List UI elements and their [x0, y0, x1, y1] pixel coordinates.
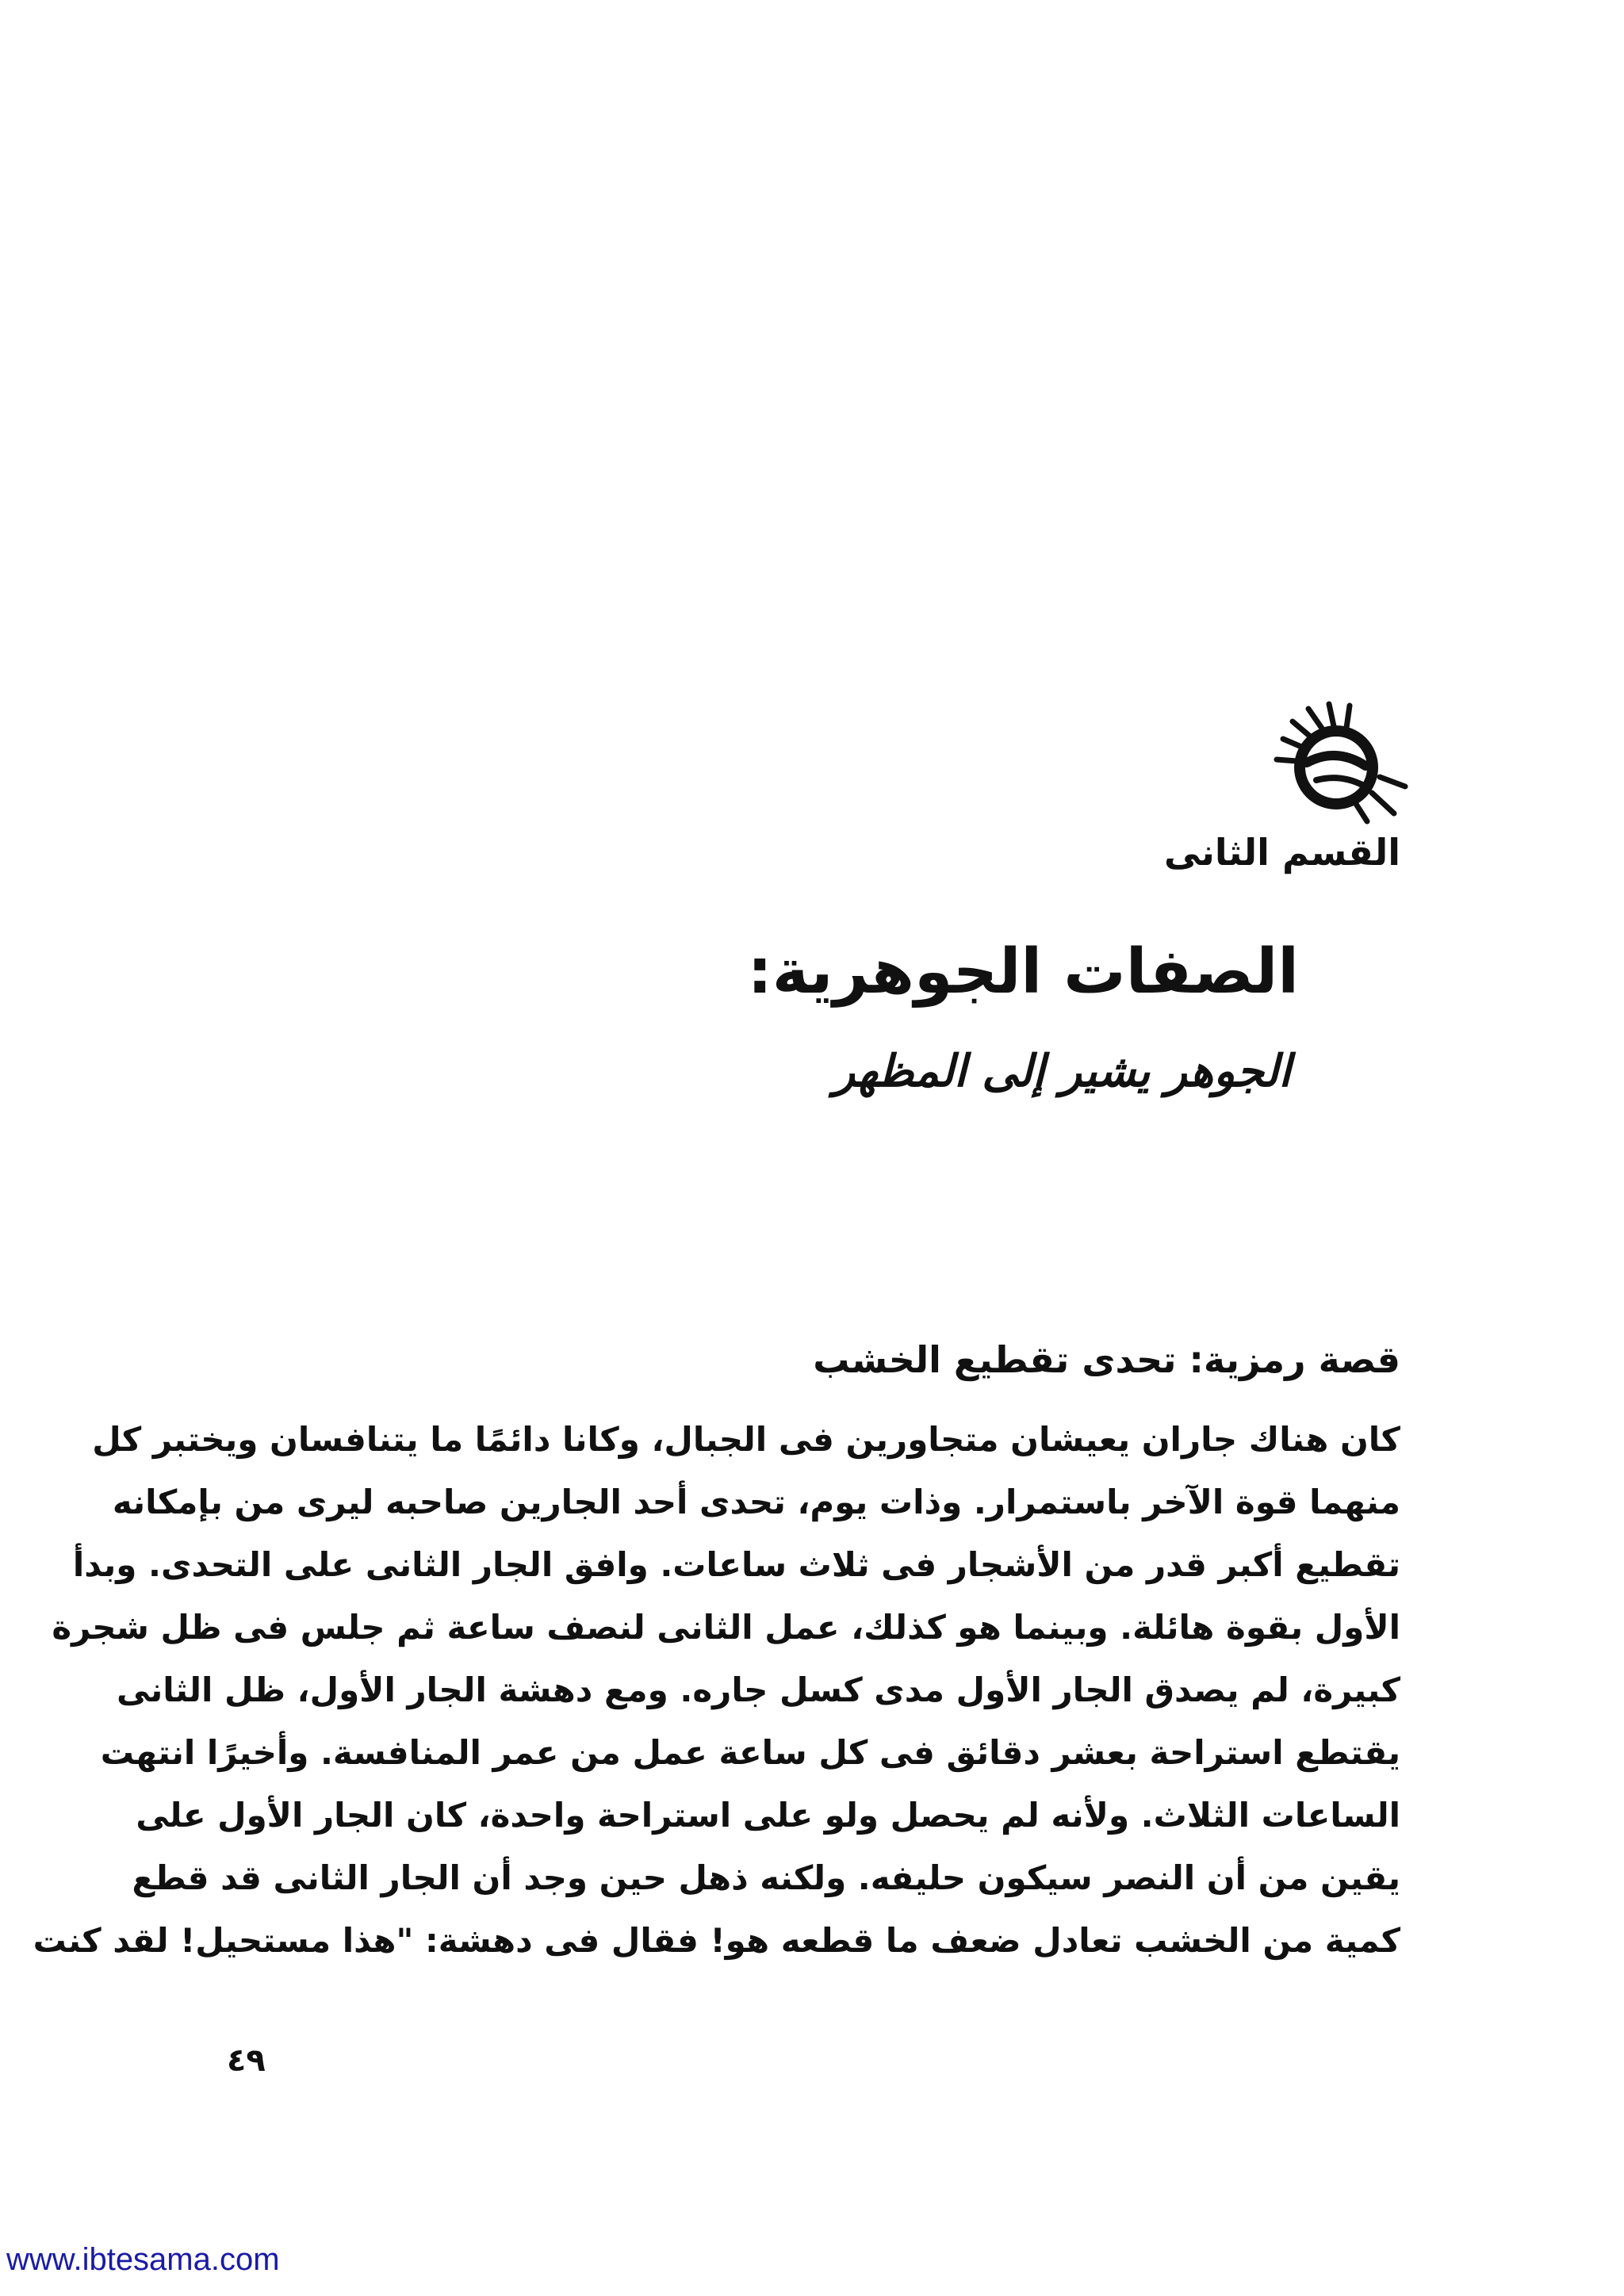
body-line: يقتطع استراحة بعشر دقائق فى كل ساعة عمل من عمر المنافسة. وأخيرًا انتهت: [100, 1733, 1400, 1772]
body-line: كبيرة، لم يصدق الجار الأول مدى كسل جاره. ومع دهشة الجار الأول، ظل الثانى: [117, 1670, 1400, 1709]
chapter-subtitle: الجوهر يشير إلى المظهر: [833, 1046, 1291, 1097]
page-number: ٤٩: [227, 2042, 266, 2079]
body-line: الأول بقوة هائلة. وبينما هو كذلك، عمل الثانى لنصف ساعة ثم جلس فى ظل شجرة: [52, 1608, 1400, 1647]
body-line: تقطيع أكبر قدر من الأشجار فى ثلاث ساعات. وافق الجار الثانى على التحدى. وبدأ: [72, 1545, 1400, 1584]
story-body: [33, 1408, 1400, 1972]
body-line: الساعات الثلاث. ولأنه لم يحصل ولو على استراحة واحدة، كان الجار الأول على: [136, 1796, 1400, 1835]
site-watermark: www.ibtesama.com: [6, 2242, 280, 2277]
story-heading: قصة رمزية: تحدى تقطيع الخشب: [813, 1338, 1400, 1381]
sun-emblem-icon: [1261, 698, 1411, 825]
body-line: يقين من أن النصر سيكون حليفه. ولكنه ذهل حين وجد أن الجار الثانى قد قطع: [132, 1858, 1400, 1897]
body-line: كمية من الخشب تعادل ضعف ما قطعه هو! فقال فى دهشة: "هذا مستحيل! لقد كنت: [33, 1921, 1400, 1960]
chapter-title: الصفات الجوهرية:: [747, 936, 1299, 1008]
body-line: كان هناك جاران يعيشان متجاورين فى الجبال، وكانا دائمًا ما يتنافسان ويختبر كل: [92, 1420, 1400, 1459]
section-label: القسم الثانى: [1164, 831, 1400, 874]
body-line: منهما قوة الآخر باستمرار. وذات يوم، تحدى أحد الجارين صاحبه ليرى من بإمكانه: [112, 1483, 1400, 1521]
